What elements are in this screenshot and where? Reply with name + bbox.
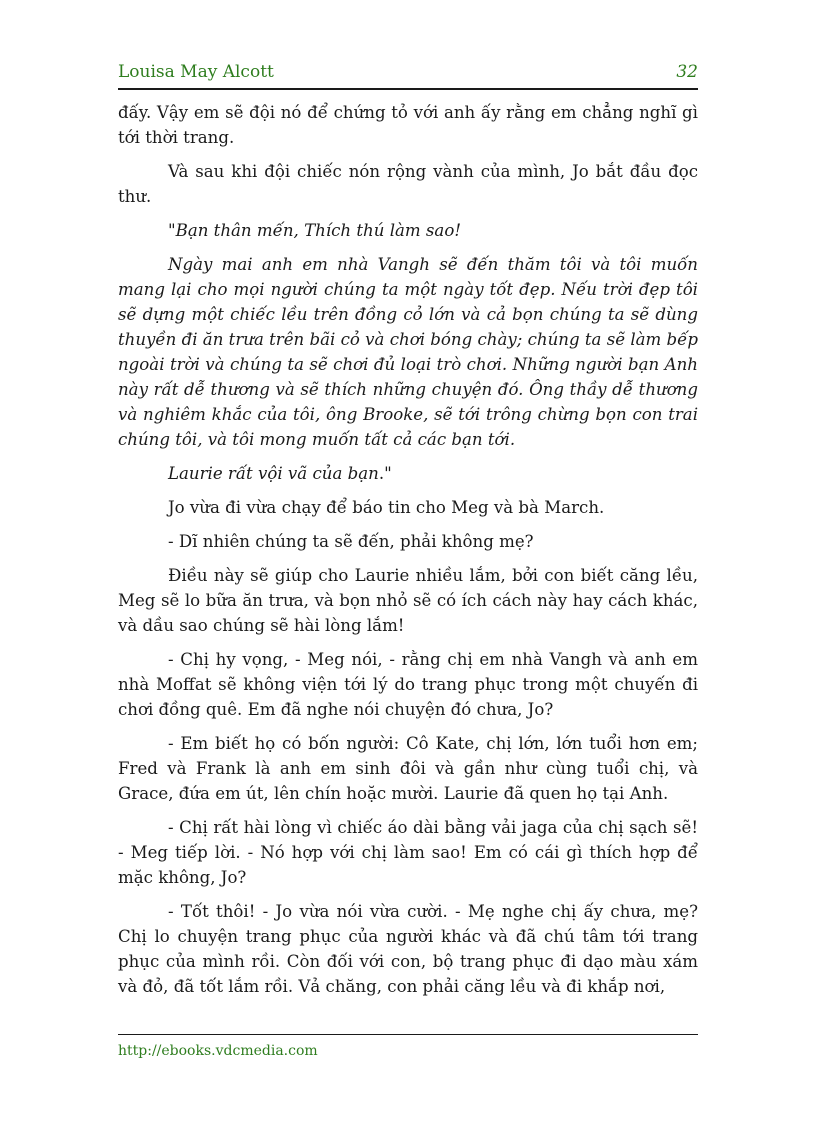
page-header [118, 62, 698, 88]
page-body [118, 100, 698, 1008]
letter-signoff [118, 461, 698, 486]
signoff-text: Laurie rất vội vã của bạn [168, 464, 379, 483]
paragraph: - Tốt thôi! - Jo vừa nói vừa cười. - Mẹ nghe chị ấy chưa, mẹ? Chị lo chuyện trang phục của người khác và đã chú tâm tới trang phục của mình rồi. Còn đối với con, bộ trang phục đi dạo màu xám và đỏ, đã tốt lắm rồi. Vả chăng, con phải căng lều và đi khắp nơi, [118, 902, 698, 996]
signoff-suffix: ." [378, 464, 392, 483]
paragraph: Và sau khi đội chiếc nón rộng vành của mình, Jo bắt đầu đọc thư. [118, 162, 698, 206]
letter-body: Ngày mai anh em nhà Vangh sẽ đến thăm tôi và tôi muốn mang lại cho mọi người chúng ta một ngày tốt đẹp. Nếu trời đẹp tôi sẽ dựng một chiếc lều trên đồng cỏ lớn và cả bọn chúng ta sẽ dùng thuyền đi ăn trưa trên bãi cỏ và chơi bóng chày; chúng ta sẽ làm bếp ngoài trời và chúng ta sẽ chơi đủ loại trò chơi. Những người bạn Anh này rất dễ thương và sẽ thích những chuyện đó. Ông thầy dễ thương và nghiêm khắc của tôi, ông Brooke, sẽ tới trông chừng bọn con trai chúng tôi, và tôi mong muốn tất cả các bạn tới. [118, 255, 698, 449]
paragraph: - Em biết họ có bốn người: Cô Kate, chị lớn, lớn tuổi hơn em; Fred và Frank là anh em sinh đôi và gần như cùng tuổi chị, và Grace, đứa em út, lên chín hoặc mười. Laurie đã quen họ tại Anh. [118, 734, 698, 803]
page-number: 32 [676, 62, 698, 82]
paragraph: - Dĩ nhiên chúng ta sẽ đến, phải không mẹ? [168, 532, 534, 551]
paragraph: Điều này sẽ giúp cho Laurie nhiều lắm, bởi con biết căng lều, Meg sẽ lo bữa ăn trưa, và bọn nhỏ sẽ có ích cách này hay cách khác, và dầu sao chúng sẽ hài lòng lắm! [118, 566, 698, 635]
header-author: Louisa May Alcott [118, 62, 274, 82]
footer-link[interactable]: http://ebooks.vdcmedia.com [118, 1043, 318, 1059]
header-divider [118, 88, 698, 90]
paragraph: - Chị hy vọng, - Meg nói, - rằng chị em nhà Vangh và anh em nhà Moffat sẽ không viện tới lý do trang phục trong một chuyến đi chơi đồng quê. Em đã nghe nói chuyện đó chưa, Jo? [118, 650, 698, 719]
footer-divider [118, 1034, 698, 1035]
paragraph: Jo vừa đi vừa chạy để báo tin cho Meg và bà March. [168, 498, 605, 517]
letter-greeting: "Bạn thân mến, Thích thú làm sao! [168, 221, 461, 240]
paragraph: đấy. Vậy em sẽ đội nó để chứng tỏ với anh ấy rằng em chẳng nghĩ gì tới thời trang. [118, 103, 698, 147]
paragraph: - Chị rất hài lòng vì chiếc áo dài bằng vải jaga của chị sạch sẽ! - Meg tiếp lời. - Nó hợp với chị làm sao! Em có cái gì thích hợp để mặc không, Jo? [118, 818, 698, 887]
